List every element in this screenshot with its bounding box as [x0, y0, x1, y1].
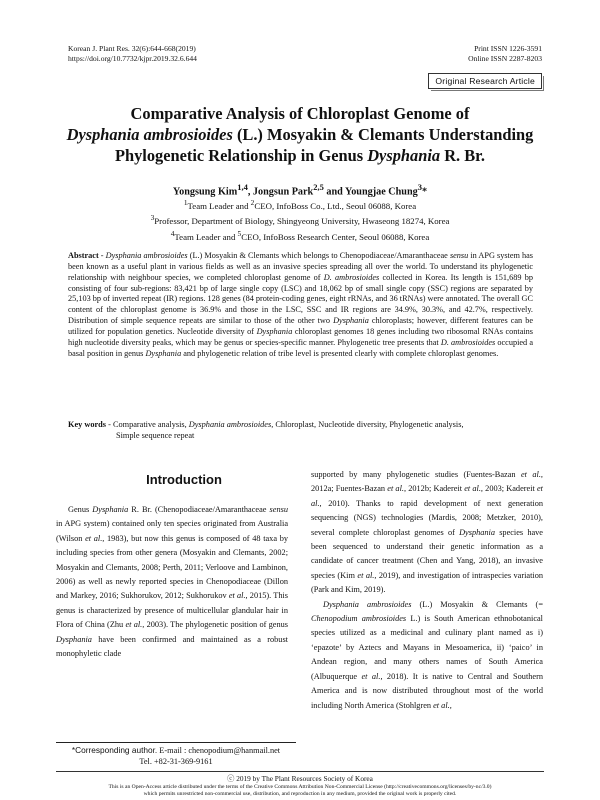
affiliation-2: $^3$Professor, Department of Biology, Shingyeong University, Hwaseong 18274, Korea [150, 213, 450, 227]
title-line-2: Dysphania ambrosioides (L.) Mosyakin & Clemants Understanding [66, 125, 534, 144]
affiliation-1: $^1$Team Leader and $^2$CEO, InfoBoss Co., Ltd., Seoul 06088, Korea [183, 198, 417, 211]
author-park: Jongsun Park [252, 186, 314, 198]
title-line-3: Phylogenetic Relationship in Genus Dysphania R. Br. [114, 146, 486, 165]
intro-paragraph-1: Genus Dysphania R. Br. (Chenopodiaceae/Amaranthaceae sensu in APG system) contained only ten species originated from Australia (Wilson et al., 1983), but now this genus is composed of 48 taxa by including species from other genera (Mosyakin and Clemants, 2002; Mosyakin and Clemants, 2008; Perth, 2011; Verloove and Lambinon, 2006) as well as newly reported species in Chenopodiaceae (Dillon and Markey, 2016; Sukhorukov, 2012; Sukhorukov et al., 2015). This genus is characterized by presence of multicellular glandular hair in Flora of China (Zhu et al., 2003). The phylogenetic position of genus Dysphania have been confirmed and maintained as a robust monophyletic clade [56, 505, 289, 659]
author-list: Yongsung Kim$^{1,4}$, Jongsun Park$^{2,5}$ and Youngjae Chung$^3$* [172, 182, 428, 198]
intro-paragraph-1-continued: supported by many phylogenetic studies (Fuentes-Bazan et al., 2012a; Fuentes-Bazan et al., 2012b; Kadereit et al., 2003; Kadereit et al., 2010). Thanks to rapid development of next generation sequencing (NGS) technologies (Mardis, 2008; Metzker, 2010), several complete chloroplast genomes of Dysphania species have been sequenced to understand their genetic information as a candidate of cancer treatment (Chen and Yang, 2018), an invasive species (Kim et al., 2019), and investigation of intraspecies variation (Park and Kim, 2019). [311, 470, 544, 595]
journal-header [68, 44, 197, 64]
journal-citation: Korean J. Plant Res. 32(6):644-668(2019) [68, 44, 196, 53]
right-column [311, 468, 543, 713]
corresponding-tel: Tel. +82-31-369-9161 [139, 757, 213, 766]
issn-header [468, 44, 542, 64]
title-line-1: Comparative Analysis of Chloroplast Genome of [130, 104, 470, 123]
author-kim: Yongsung Kim [172, 186, 238, 198]
print-issn: Print ISSN 1226-3591 [474, 44, 542, 53]
intro-paragraph-2: Dysphania ambrosioides (L.) Mosyakin & Clemants (= Chenopodium ambrosioides L.) is South American ethnobotanical species utilized as a medicinal and culinary plant named as i) ‘epazote’ by Aztecs and Mayans in Mesoamerica, ii) ‘paico’ in Andean region, and many others names of South America (Albuquerque et al., 2018). It is native to Central and Southern America and is now distributed throughout most of the world including North America (Stohlgren et al., [311, 599, 543, 710]
license-text: This is an Open-Access article distributed under the terms of the Creative Commons Attribution Non-Commercial License (http://creativecommons.org/licenses/by-nc/3.0) which permits unrestricted non-commercial use, distribution, and reproduction in any medium, provided the original work is properly cited. [108, 784, 492, 797]
author-chung: Youngjae Chung [344, 186, 418, 198]
corresponding-email[interactable]: E-mail : chenopodium@hanmail.net [157, 746, 281, 755]
abstract-label: Abstract [68, 251, 99, 260]
introduction-heading: Introduction [146, 472, 222, 487]
left-column [56, 503, 288, 661]
article-type-badge: Original Research Article [428, 73, 542, 89]
online-issn: Online ISSN 2287-8203 [468, 54, 542, 63]
abstract: Abstract - Dysphania ambrosioides (L.) Mosyakin & Clemants which belongs to Chenopodiaceae/Amaranthaceae sensu in APG system has been known as a useful plant in various fields as well as an invasive species spreading all over the world. To understand its phylogenetic relationship with neighbour species, we completed chloroplast genome of D. ambrosioides collected in Korea. Its length is 151,689 bp consisting of four sub-regions: 83,421 bp of large single copy (LSC) and 18,062 bp of small single copy (SSC) regions are separated by 25,103 bp of inverted repeat (IR) regions. 128 genes (84 protein-coding genes, eight rRNAs, and 36 tRNAs) were annotated. The overall GC content of the chloroplast genome is 36.9% and those in the LSC, SSC and IR regions are 34.9%, 30.3%, and 42.7%, respectively. Distribution of simple sequence repeats are similar to those of the other two Dysphania chloroplasts; however, different features can be utilized for population genetics. Nucleotide diversity of Dysphania chloroplast genomes 18 genes including two ribosomal RNAs contains high nucleotide diversity peaks, which may be genus or species-specific manner. Phylogenetic tree presents that D. ambrosioides occupied a basal position in genus Dysphania and phylogenetic relation of tribe level is presented clearly with complete chloroplast genomes. [68, 251, 534, 358]
copyright: ⓒ 2019 by The Plant Resources Society of Korea [227, 774, 373, 783]
corresponding-author [56, 742, 296, 767]
keywords: Key words - Comparative analysis, Dysphania ambrosioides, Chloroplast, Nucleotide diversity, Phylogenetic analysis, Simple sequence repeat [68, 420, 464, 440]
footer-divider [56, 771, 544, 772]
corresponding-label: *Corresponding author. [71, 745, 158, 755]
article-title [60, 103, 540, 166]
keywords-label: Key words [68, 420, 107, 429]
affiliation-3: $^4$Team Leader and $^5$CEO, InfoBoss Research Center, Seoul 06088, Korea [170, 228, 430, 242]
doi-link[interactable]: https://doi.org/10.7732/kjpr.2019.32.6.644 [68, 54, 197, 63]
affiliations [60, 197, 540, 243]
